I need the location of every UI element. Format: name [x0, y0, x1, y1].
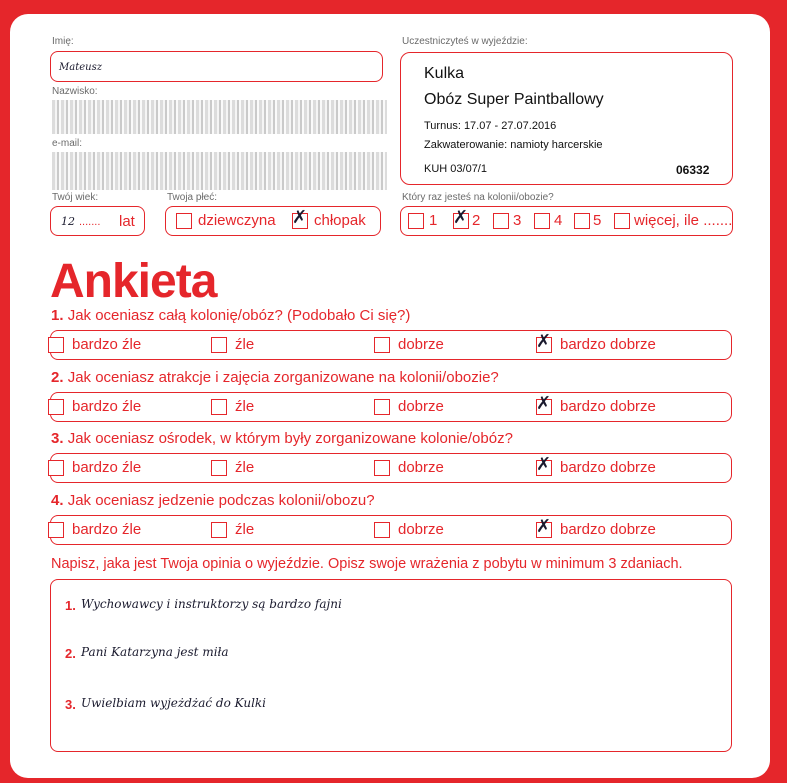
age-label: Twój wiek: — [52, 192, 99, 203]
times-option-1: 1 — [429, 212, 438, 229]
times-option-4: 4 — [554, 212, 563, 229]
check-mark-icon: ✗ — [536, 454, 552, 475]
participant-turnus: Turnus: 17.07 - 27.07.2016 — [424, 120, 557, 132]
question-2-label: Jak oceniasz atrakcje i zajęcia zorganizowane na kolonii/obozie? — [67, 369, 499, 386]
opinion-line-1: Wychowawcy i instruktorzy są bardzo fajni — [81, 597, 342, 611]
question-4-option-bad: źle — [235, 521, 255, 538]
opinion-prompt: Napisz, jaka jest Twoja opinia o wyjeździe. Opisz swoje wrażenia z pobytu w minimum 3 zdaniach. — [51, 556, 683, 572]
age-dots: ....... — [79, 216, 101, 228]
check-mark-icon: ✗ — [536, 331, 552, 352]
question-1-label: Jak oceniasz całą kolonię/obóz? (Podobało Ci się?) — [67, 307, 411, 324]
opinion-line-num-3: 3. — [65, 697, 76, 712]
sex-field — [165, 206, 381, 236]
age-field[interactable] — [50, 206, 145, 236]
times-checkbox-5[interactable] — [574, 213, 590, 229]
question-4-options — [50, 515, 732, 545]
question-4-checkbox-bad[interactable] — [211, 522, 227, 538]
times-checkbox-1[interactable] — [408, 213, 424, 229]
question-3-option-very-bad: bardzo źle — [72, 459, 142, 476]
times-label: Który raz jesteś na kolonii/obozie? — [402, 192, 554, 203]
times-option-5: 5 — [593, 212, 602, 229]
sex-label: Twoja płeć: — [167, 192, 218, 203]
question-3-label: Jak oceniasz ośrodek, w którym były zorganizowane kolonie/obóz? — [67, 430, 513, 447]
question-2-checkbox-very-good[interactable] — [536, 393, 552, 415]
question-4-option-very-bad: bardzo źle — [72, 521, 142, 538]
question-1-checkbox-bad[interactable] — [211, 337, 227, 353]
email-redacted — [52, 152, 387, 190]
times-option-2: 2 — [472, 212, 481, 229]
participant-name: Kulka — [424, 65, 465, 82]
age-unit: lat — [119, 213, 135, 230]
name-field[interactable] — [50, 51, 383, 82]
times-checkbox-3[interactable] — [493, 213, 509, 229]
question-1-options — [50, 330, 732, 360]
question-3-text — [51, 430, 513, 447]
opinion-line-num-1: 1. — [65, 598, 76, 613]
question-4-checkbox-very-bad[interactable] — [48, 522, 64, 538]
question-3-checkbox-bad[interactable] — [211, 460, 227, 476]
question-1-option-very-bad: bardzo źle — [72, 336, 142, 353]
question-3-checkbox-very-bad[interactable] — [48, 460, 64, 476]
question-3-number: 3. — [51, 430, 64, 447]
check-mark-icon: ✗ — [453, 207, 469, 228]
name-value: Mateusz — [59, 62, 102, 73]
question-1-checkbox-very-good[interactable] — [536, 331, 552, 353]
times-option-3: 3 — [513, 212, 522, 229]
opinion-line-num-2: 2. — [65, 646, 76, 661]
question-1-option-very-good: bardzo dobrze — [560, 336, 656, 353]
question-4-checkbox-very-good[interactable] — [536, 516, 552, 538]
question-2-checkbox-good[interactable] — [374, 399, 390, 415]
opinion-textarea[interactable] — [50, 579, 732, 752]
question-1-text — [51, 307, 410, 324]
question-3-option-very-good: bardzo dobrze — [560, 459, 656, 476]
question-2-option-bad: źle — [235, 398, 255, 415]
participant-lodging: Zakwaterowanie: namioty harcerskie — [424, 139, 603, 151]
question-2-options — [50, 392, 732, 422]
question-2-checkbox-very-bad[interactable] — [48, 399, 64, 415]
question-3-option-good: dobrze — [398, 459, 444, 476]
participant-code: KUH 03/07/1 — [424, 163, 487, 175]
question-1-number: 1. — [51, 307, 64, 324]
email-label: e-mail: — [52, 138, 83, 149]
participant-label: Uczestniczyteś w wyjeździe: — [402, 36, 528, 47]
question-2-number: 2. — [51, 369, 64, 386]
question-3-checkbox-very-good[interactable] — [536, 454, 552, 476]
sex-checkbox-boy[interactable] — [292, 207, 308, 229]
question-4-number: 4. — [51, 492, 64, 509]
question-2-option-very-bad: bardzo źle — [72, 398, 142, 415]
surname-redacted — [52, 100, 387, 134]
check-mark-icon: ✗ — [292, 207, 308, 228]
question-1-checkbox-very-bad[interactable] — [48, 337, 64, 353]
check-mark-icon: ✗ — [536, 516, 552, 537]
survey-sheet — [10, 14, 770, 778]
sex-option-girl: dziewczyna — [198, 212, 276, 229]
question-3-option-bad: źle — [235, 459, 255, 476]
question-4-label: Jak oceniasz jedzenie podczas kolonii/obozu? — [67, 492, 375, 509]
question-4-option-very-good: bardzo dobrze — [560, 521, 656, 538]
question-4-checkbox-good[interactable] — [374, 522, 390, 538]
sex-checkbox-girl[interactable] — [176, 213, 192, 229]
question-2-option-good: dobrze — [398, 398, 444, 415]
times-checkbox-4[interactable] — [534, 213, 550, 229]
question-1-option-bad: źle — [235, 336, 255, 353]
question-1-checkbox-good[interactable] — [374, 337, 390, 353]
check-mark-icon: ✗ — [536, 393, 552, 414]
page-title: Ankieta — [50, 255, 217, 308]
question-3-checkbox-good[interactable] — [374, 460, 390, 476]
question-2-option-very-good: bardzo dobrze — [560, 398, 656, 415]
name-label: Imię: — [52, 36, 74, 47]
question-4-text — [51, 492, 375, 509]
times-checkbox-2[interactable] — [453, 207, 469, 229]
opinion-line-3: Uwielbiam wyjeżdżać do Kulki — [81, 696, 267, 710]
question-2-text — [51, 369, 499, 386]
surname-label: Nazwisko: — [52, 86, 98, 97]
times-field — [400, 206, 733, 236]
participant-camp: Obóz Super Paintballowy — [424, 91, 604, 108]
sex-option-boy: chłopak — [314, 212, 366, 229]
question-3-options — [50, 453, 732, 483]
question-1-option-good: dobrze — [398, 336, 444, 353]
times-option-more: więcej, ile ....... — [634, 212, 733, 229]
opinion-line-2: Pani Katarzyna jest miła — [81, 645, 229, 659]
question-4-option-good: dobrze — [398, 521, 444, 538]
question-2-checkbox-bad[interactable] — [211, 399, 227, 415]
times-checkbox-more[interactable] — [614, 213, 630, 229]
participant-card — [400, 52, 733, 185]
participant-number: 06332 — [676, 163, 710, 177]
age-value: 12 — [61, 215, 75, 228]
